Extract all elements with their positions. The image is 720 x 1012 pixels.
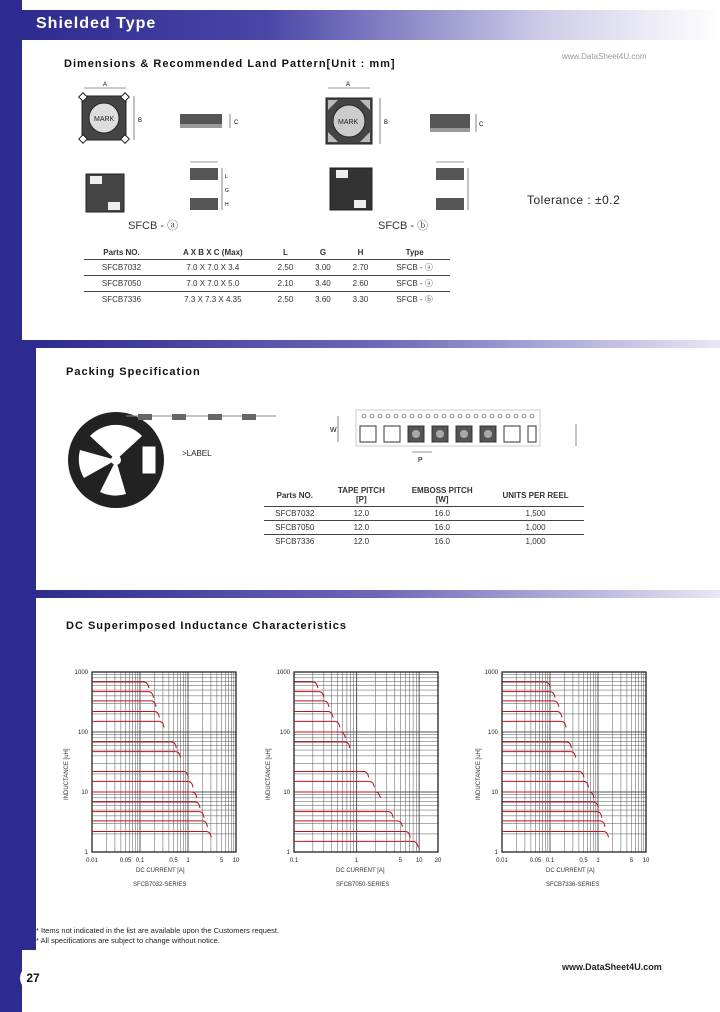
series-line — [502, 721, 566, 727]
x-tick-label: 0.01 — [86, 858, 98, 864]
section-divider — [36, 340, 720, 348]
series-line — [92, 781, 193, 787]
series-line — [92, 701, 156, 707]
x-tick-label: 1 — [354, 858, 359, 864]
y-tick-label: 100 — [279, 730, 290, 736]
y-tick-label: 100 — [77, 730, 88, 736]
watermark-url: www.DataSheet4U.com — [562, 52, 647, 61]
reel-drawing — [68, 412, 276, 508]
note-line-1: * Items not indicated in the list are available upon the Customers request. — [36, 926, 280, 935]
dc-section-title: DC Superimposed Inductance Characteristics — [66, 620, 348, 632]
dim-a-label: A — [103, 82, 108, 88]
y-tick-label: 1000 — [74, 670, 88, 676]
type-b-caption: SFCB - ⓑ — [378, 220, 429, 232]
series-line — [502, 711, 562, 717]
x-tick-label: 1 — [186, 858, 190, 864]
y-tick-label: 1 — [494, 850, 498, 856]
table-header-row — [84, 246, 450, 260]
type-a-side-view — [180, 114, 239, 128]
x-tick-label: 1 — [596, 858, 600, 864]
x-tick-label: 10 — [232, 858, 240, 864]
series-line — [294, 692, 324, 698]
x-tick-label: 0.01 — [496, 858, 508, 864]
tolerance-text: Tolerance : ±0.2 — [527, 193, 621, 207]
series-line — [92, 812, 204, 818]
page-title: Shielded Type — [36, 15, 157, 32]
y-tick-label: 10 — [283, 790, 290, 796]
reel-label-text: LABEL — [186, 449, 212, 458]
chart-2-title: SFCB7336-SERIES — [546, 882, 600, 888]
series-line — [502, 682, 550, 688]
header-band — [22, 10, 720, 40]
chart-0-xlabel: DC CURRENT [A] — [136, 868, 185, 874]
type-a-land-pattern — [190, 162, 229, 210]
series-line — [92, 742, 176, 748]
type-b-bottom-view — [330, 168, 372, 210]
chart-1-title: SFCB7050-SERIES — [336, 882, 390, 888]
chart-1-xlabel: DC CURRENT [A] — [336, 868, 385, 874]
table-header: A X B X C (Max) — [182, 248, 243, 257]
x-tick-label: 5 — [398, 858, 402, 864]
y-tick-label: 100 — [487, 730, 498, 736]
type-a-bottom-view — [86, 174, 124, 212]
plot-frame — [92, 672, 236, 852]
series-line — [92, 721, 164, 727]
section-side-band — [22, 340, 36, 590]
dimension-drawings — [60, 78, 490, 238]
series-line — [294, 812, 393, 818]
x-tick-label: 0.1 — [545, 858, 555, 864]
land-g-label: G — [225, 188, 229, 194]
series-line — [294, 721, 340, 727]
series-line — [294, 682, 318, 688]
carrier-tape-drawing — [330, 410, 576, 464]
table-row: SFCB7050 12.0 16.0 1,000 — [264, 521, 584, 535]
chart-sfcb7050 — [266, 664, 456, 864]
series-line — [502, 692, 555, 698]
type-a-caption: SFCB - ⓐ — [128, 220, 179, 232]
series-line — [92, 752, 181, 758]
chart-0-ylabel: INDUCTANCE [uH] — [64, 748, 70, 800]
series-line — [502, 742, 571, 748]
dim-c-label-b: C — [479, 122, 484, 128]
table-row: SFCB7032 7.0 X 7.0 X 3.4 2.50 3.00 2.70 SFCB - ⓐ — [84, 260, 450, 276]
series-line — [294, 792, 380, 798]
y-tick-label: 1000 — [484, 670, 498, 676]
series-line — [294, 711, 333, 717]
table-header: EMBOSS PITCH [W] — [411, 486, 473, 504]
chart-sfcb7032 — [64, 664, 254, 864]
series-line — [502, 771, 584, 777]
type-b-side-view — [430, 114, 484, 132]
table-header: Type — [405, 248, 424, 257]
x-tick-label: 5 — [219, 858, 224, 864]
type-b-top-view — [326, 82, 388, 144]
x-tick-label: 10 — [415, 858, 423, 864]
table-header: L — [283, 248, 288, 257]
chart-grid — [92, 672, 236, 852]
table-header: Parts NO. — [103, 248, 140, 257]
dimensions-table — [84, 246, 450, 307]
table-header: TAPE PITCH [P] — [337, 486, 385, 504]
dim-a-label-b: A — [346, 82, 351, 88]
land-h-label: H — [225, 202, 229, 208]
chart-2-xlabel: DC CURRENT [A] — [546, 868, 595, 874]
chart-1-ylabel: INDUCTANCE [uH] — [266, 748, 272, 800]
table-header: H — [357, 248, 364, 257]
x-tick-label: 0.1 — [135, 858, 145, 864]
x-tick-label: 0.5 — [579, 858, 588, 864]
dim-b-label-b: B — [384, 120, 389, 126]
series-line — [294, 742, 350, 748]
dim-b-label: B — [138, 118, 143, 124]
table-row: SFCB7336 7.3 X 7.3 X 4.35 2.50 3.60 3.30 SFCB - ⓑ — [84, 292, 450, 308]
series-line — [92, 831, 211, 837]
packing-table — [264, 484, 584, 548]
x-tick-label: 0.05 — [529, 858, 542, 864]
y-tick-label: 10 — [81, 790, 88, 796]
tape-p-label: P — [418, 457, 423, 464]
chart-grid — [502, 672, 646, 852]
x-tick-label: 20 — [434, 858, 442, 864]
mark-text: MARK — [94, 116, 115, 123]
x-tick-label: 0.5 — [169, 858, 178, 864]
series-line — [92, 792, 197, 798]
x-tick-label: 10 — [642, 858, 650, 864]
x-tick-label: 5 — [629, 858, 634, 864]
chart-0-title: SFCB7032-SERIES — [133, 882, 187, 888]
series-line — [294, 831, 410, 837]
plot-frame — [502, 672, 646, 852]
type-b-land-pattern — [436, 162, 468, 210]
chart-sfcb7336 — [474, 664, 664, 864]
series-line — [92, 821, 207, 827]
x-tick-label: 0.05 — [119, 858, 132, 864]
section-divider — [36, 590, 720, 598]
type-a-top-view — [79, 82, 142, 143]
packing-section-title: Packing Specification — [66, 366, 201, 378]
tape-w-label: W — [330, 427, 337, 434]
series-line — [294, 781, 374, 787]
series-line — [502, 812, 602, 818]
table-header: UNITS PER REEL — [502, 490, 569, 500]
series-line — [92, 802, 200, 808]
dim-c-label: C — [234, 120, 239, 126]
reel-label-callout: >LABEL — [182, 449, 212, 458]
table-row: SFCB7050 7.0 X 7.0 X 5.0 2.10 3.40 2.60 SFCB - ⓐ — [84, 276, 450, 292]
page-number: 27 — [20, 965, 46, 991]
note-line-2: * All specifications are subject to change without notice. — [36, 936, 220, 945]
table-header-row — [264, 484, 584, 507]
series-line — [92, 692, 153, 698]
y-tick-label: 1 — [286, 850, 290, 856]
footer-url: www.DataSheet4U.com — [562, 962, 662, 972]
chart-2-ylabel: INDUCTANCE [uH] — [476, 748, 482, 800]
chart-grid — [294, 672, 438, 852]
y-tick-label: 1 — [84, 850, 88, 856]
dimensions-section-title: Dimensions & Recommended Land Pattern[Unit : mm] — [64, 58, 396, 70]
section-side-band — [22, 590, 36, 950]
table-row: SFCB7336 12.0 16.0 1,000 — [264, 535, 584, 549]
y-tick-label: 10 — [491, 790, 498, 796]
mark-text-b: MARK — [338, 119, 359, 126]
table-header: G — [319, 248, 327, 257]
x-tick-label: 0.1 — [289, 858, 299, 864]
table-row: SFCB7032 12.0 16.0 1,500 — [264, 507, 584, 521]
land-l-label: L — [225, 174, 228, 180]
left-sidebar-band — [0, 0, 22, 1012]
table-header: Parts NO. — [276, 490, 313, 500]
y-tick-label: 1000 — [276, 670, 290, 676]
series-line — [502, 821, 605, 827]
series-line — [502, 831, 608, 837]
series-line — [294, 771, 369, 777]
